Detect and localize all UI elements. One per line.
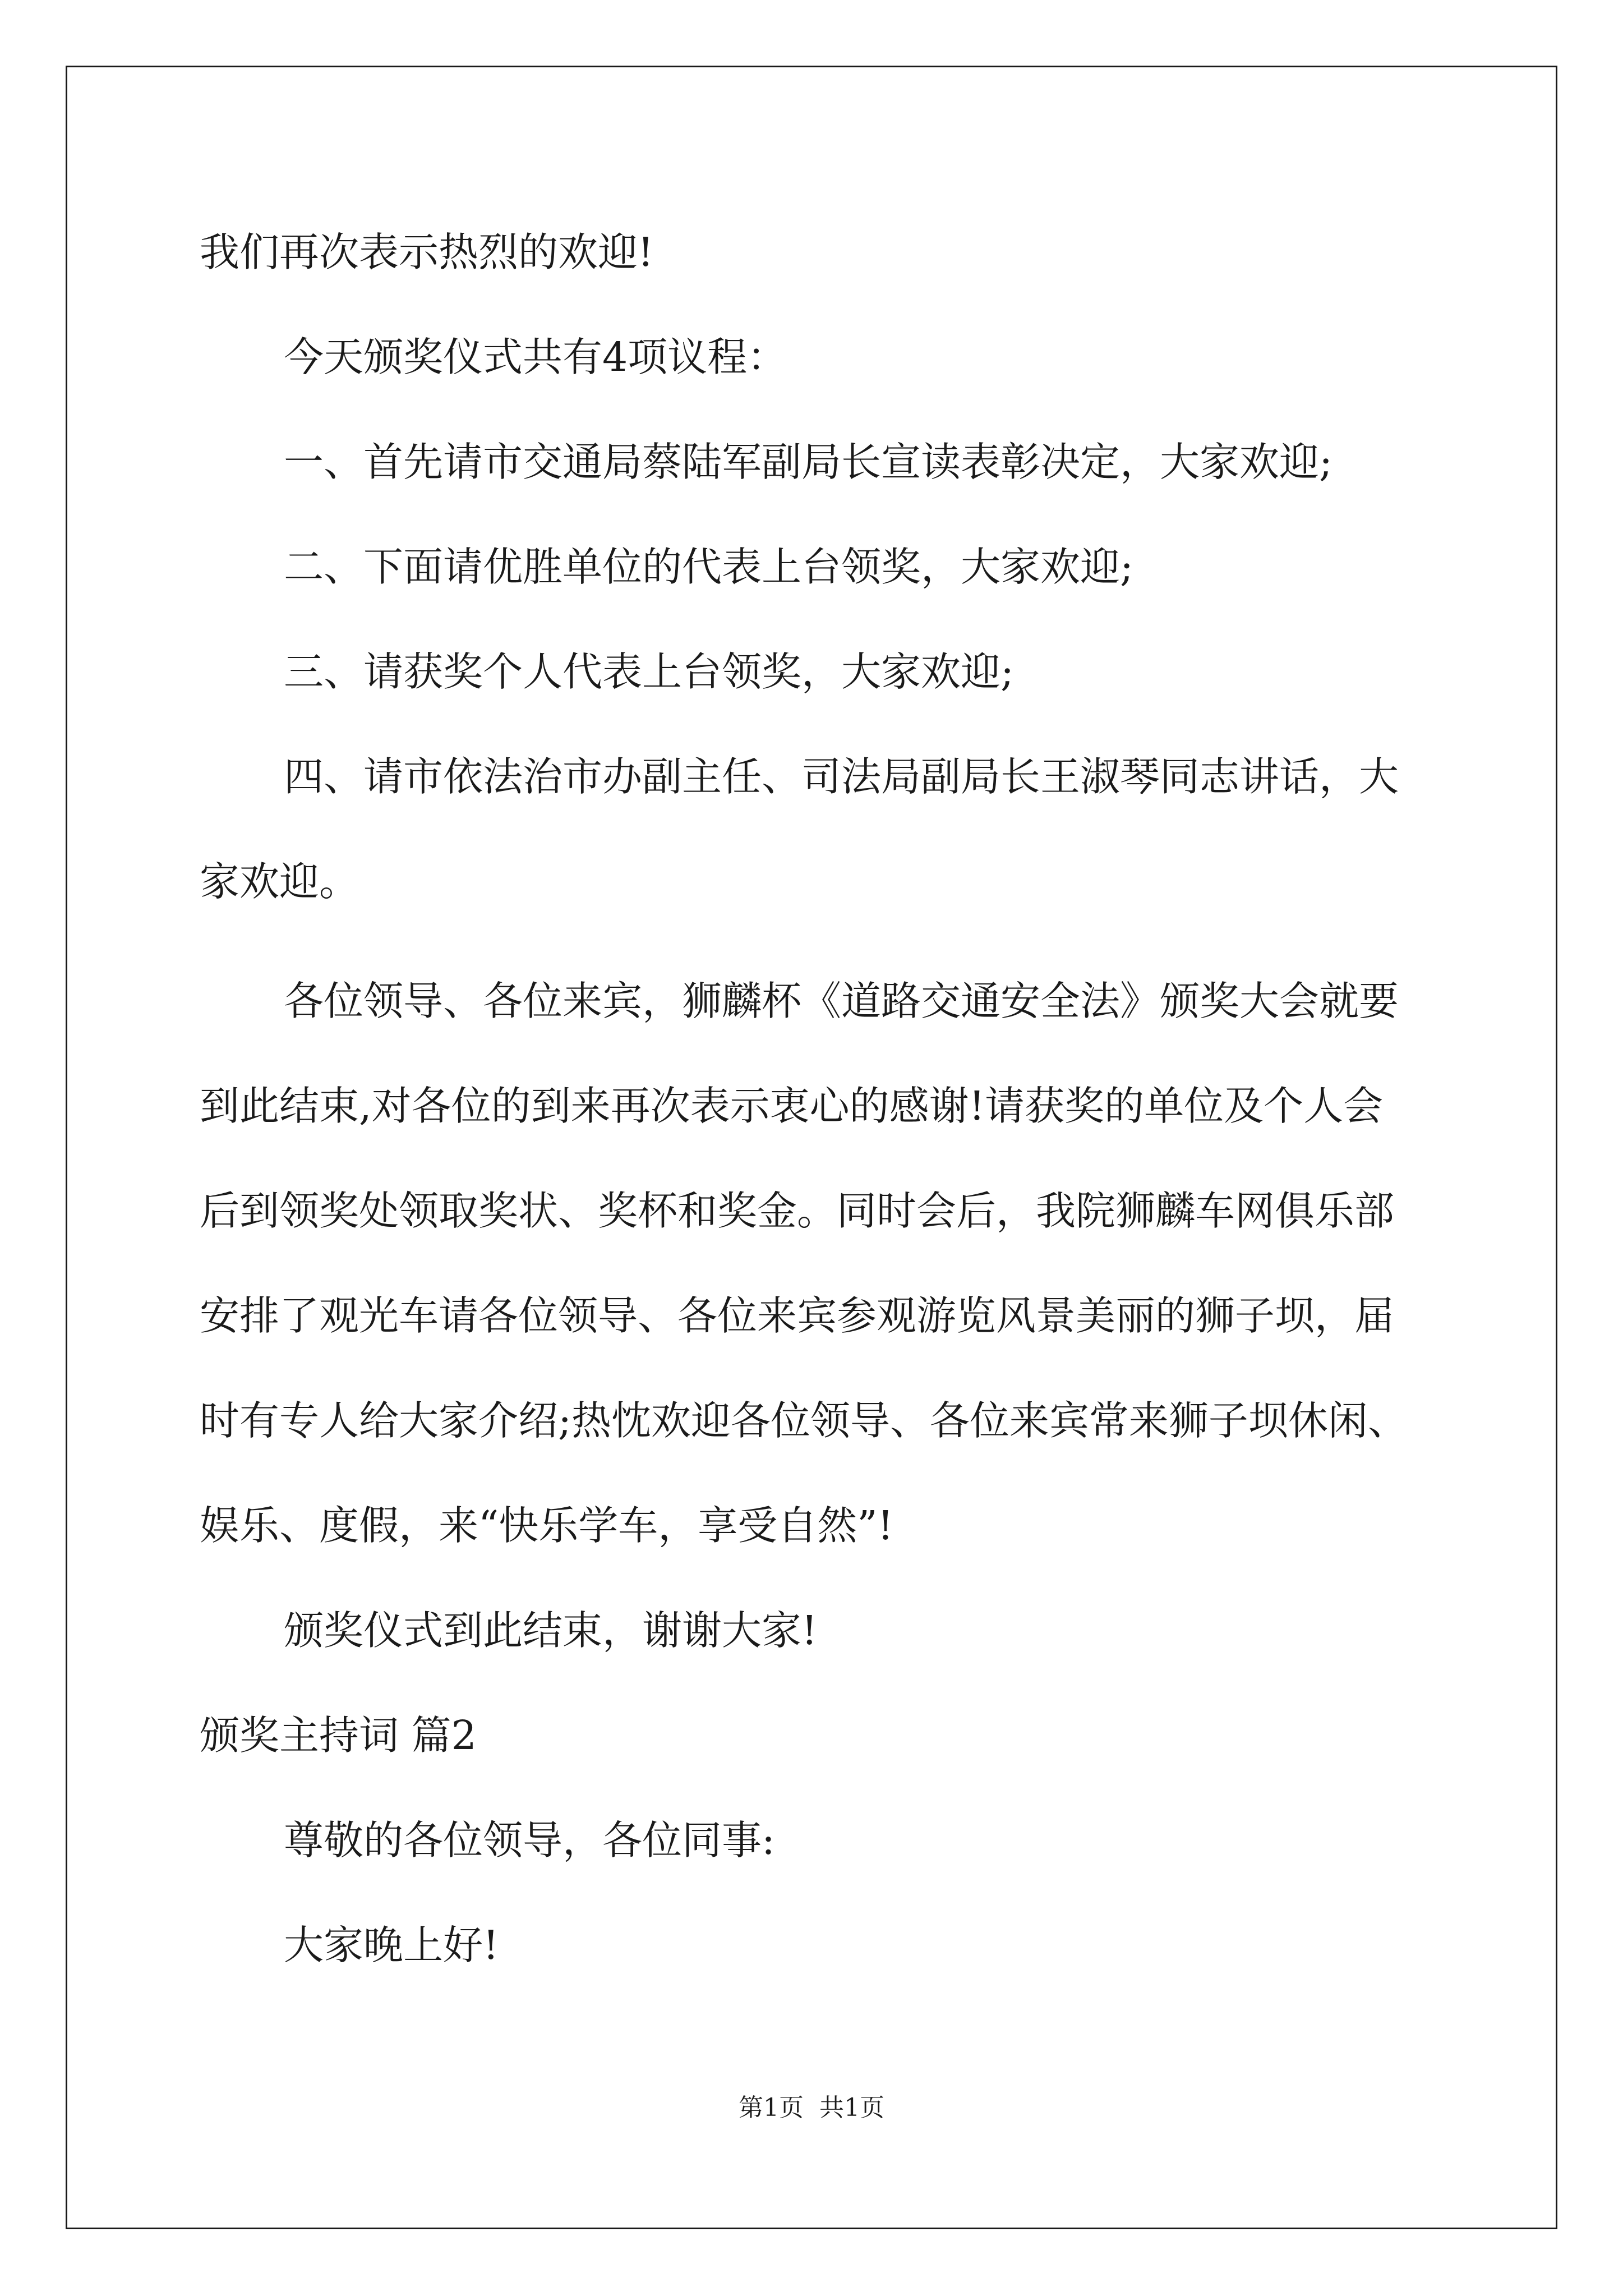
page-footer: 第1页 共1页: [739, 2093, 884, 2122]
text-line: 家欢迎。: [200, 858, 359, 905]
text-line: 颁奖仪式到此结束，谢谢大家!: [284, 1607, 818, 1654]
text-line: 安排了观光车请各位领导、各位来宾参观游览风景美丽的狮子坝，届: [200, 1292, 1395, 1339]
text-line: 娱乐、度假，来“快乐学车，享受自然”!: [200, 1502, 894, 1549]
text-line: 大家晚上好!: [284, 1922, 499, 1968]
text-line: 时有专人给大家介绍;热忱欢迎各位领导、各位来宾常来狮子坝休闲、: [200, 1397, 1408, 1444]
text-line: 各位领导、各位来宾，狮麟杯《道路交通安全法》颁奖大会就要: [284, 978, 1399, 1024]
text-line: 二、下面请优胜单位的代表上台领奖，大家欢迎;: [284, 544, 1133, 590]
section-heading: 颁奖主持词 篇2: [200, 1712, 477, 1759]
text-line: 今天颁奖仪式共有4项议程：: [284, 334, 787, 380]
text-line: 到此结束,对各位的到来再次表示衷心的感谢!请获奖的单位及个人会: [200, 1083, 1384, 1129]
text-line: 一、首先请市交通局蔡陆军副局长宣读表彰决定，大家欢迎;: [284, 439, 1332, 485]
page-border: [66, 66, 1557, 2229]
text-line: 后到领奖处领取奖状、奖杯和奖金。同时会后，我院狮麟车网俱乐部: [200, 1188, 1395, 1234]
text-line: 三、请获奖个人代表上台领奖，大家欢迎;: [284, 648, 1014, 695]
text-line: 尊敬的各位领导，各位同事:: [284, 1817, 775, 1864]
text-line: 四、请市依法治市办副主任、司法局副局长王淑琴同志讲话，大: [284, 753, 1399, 800]
text-line: 我们再次表示热烈的欢迎!: [200, 229, 654, 275]
